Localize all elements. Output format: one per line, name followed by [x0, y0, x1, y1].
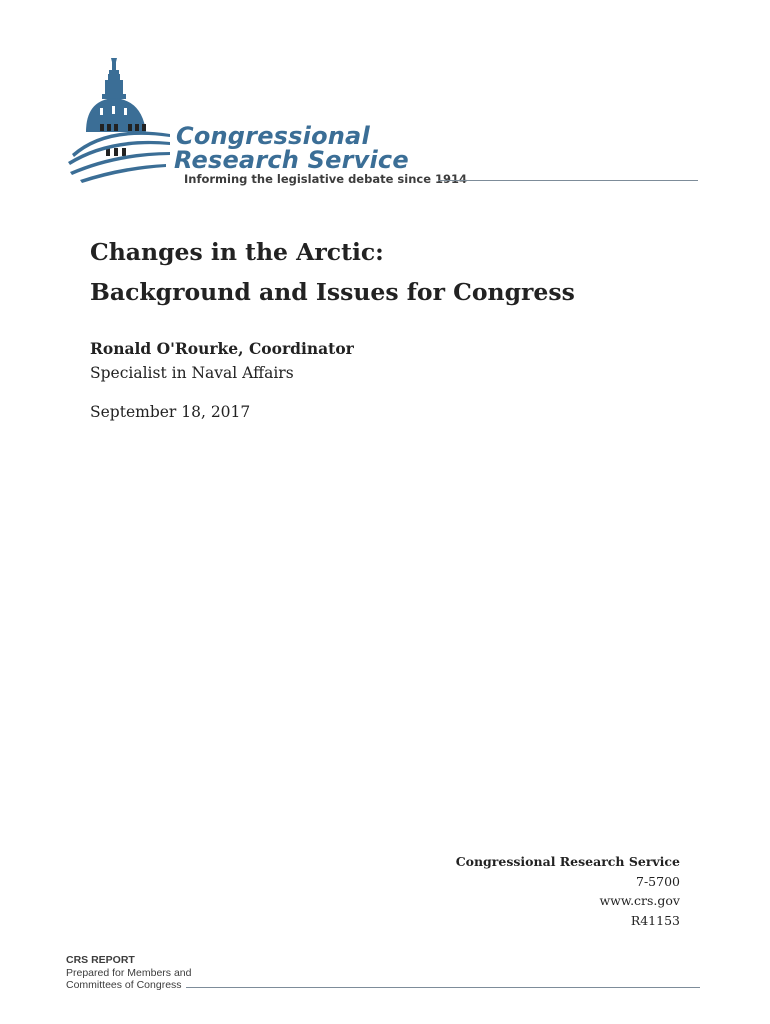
meta-organization: Congressional Research Service: [455, 854, 680, 869]
logo-name-line1: Congressional: [176, 122, 370, 150]
author-role: Specialist in Naval Affairs: [90, 364, 294, 382]
logo-tagline: Informing the legislative debate since 1914: [184, 172, 468, 186]
capitol-dome-icon: [66, 56, 186, 190]
logo-divider: [438, 180, 698, 181]
footer-line2: Committees of Congress: [66, 979, 182, 991]
footer-line1: Prepared for Members and: [66, 966, 192, 979]
footer-divider: [186, 987, 700, 988]
title-line1: Changes in the Arctic:: [90, 238, 384, 266]
meta-report-number: R41153: [630, 912, 680, 928]
footer: [66, 954, 706, 992]
footer-heading: CRS REPORT: [66, 954, 135, 966]
logo-name-line2: Research Service: [174, 146, 409, 174]
publication-date: September 18, 2017: [90, 403, 251, 421]
title-line2: Background and Issues for Congress: [90, 278, 575, 306]
report-metadata: [456, 852, 680, 930]
author-name: Ronald O'Rourke, Coordinator: [90, 339, 354, 358]
meta-phone-code: 7-5700: [636, 873, 680, 889]
document-title: [90, 232, 710, 312]
meta-website: www.crs.gov: [599, 893, 680, 908]
crs-logo: [66, 56, 706, 190]
